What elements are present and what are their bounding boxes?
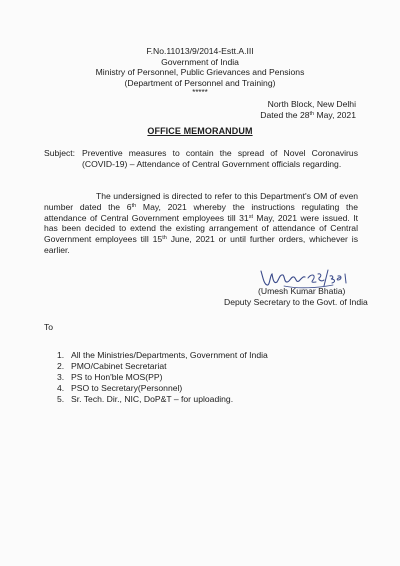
place: North Block, New Delhi bbox=[267, 99, 356, 109]
list-item: 5. Sr. Tech. Dir., NIC, DoP&T – for uploading. bbox=[57, 394, 234, 404]
recipient-list bbox=[57, 350, 268, 405]
date: Dated the 28th May, 2021 bbox=[260, 109, 356, 120]
subject-label: Subject: bbox=[44, 148, 76, 158]
signatory-block bbox=[224, 286, 374, 308]
document-header bbox=[0, 46, 400, 96]
signatory-designation: Deputy Secretary to the Govt. of India bbox=[224, 297, 368, 307]
list-item: 1. All the Ministries/Departments, Government of India bbox=[57, 350, 268, 360]
file-number: F.No.11013/9/2014-Estt.A.III bbox=[146, 46, 254, 56]
memo-title: OFFICE MEMORANDUM bbox=[147, 126, 253, 136]
list-item: 3. PS to Hon'ble MOS(PP) bbox=[57, 372, 163, 382]
list-item: 2. PMO/Cabinet Secretariat bbox=[57, 361, 167, 371]
header-separator-stars: ***** bbox=[192, 87, 208, 97]
subject-text: Preventive measures to contain the spread of Novel Coronavirus (COVID-19) – Attendance of Central Government officials regarding. bbox=[82, 148, 358, 169]
place-and-date bbox=[260, 99, 356, 121]
signatory-name: (Umesh Kumar Bhatia) bbox=[258, 286, 346, 296]
subject-block bbox=[44, 148, 358, 170]
ministry-name: Ministry of Personnel, Public Grievances and Pensions bbox=[95, 67, 305, 78]
list-item: 4. PSO to Secretary(Personnel) bbox=[57, 383, 183, 393]
department-name: (Department of Personnel and Training) bbox=[124, 77, 276, 88]
to-label: To bbox=[44, 322, 54, 332]
body-paragraph: The undersigned is directed to refer to this Department's OM of even number dated the 6th May, 2021 whereby the instructions regulating the attendance of Central Government employees till 31st May, 2021 were issued. It has been decided to extend the existing arrangement of attendance of Central Government employees till 15th June, 2021 or until further orders, whichever is earlier. bbox=[44, 191, 359, 256]
government-name: Government of India bbox=[161, 56, 239, 67]
